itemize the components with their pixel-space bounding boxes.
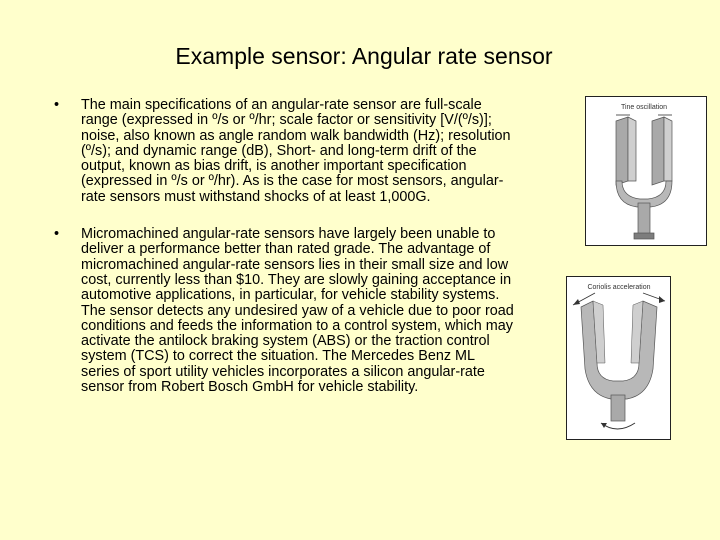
slide-title: Example sensor: Angular rate sensor <box>175 43 553 69</box>
coriolis-acceleration-figure <box>566 276 671 440</box>
coriolis-fork-shape <box>581 301 657 421</box>
coriolis-arrows <box>573 293 665 305</box>
bullet-text: Micromachined angular-rate sensors have largely been unable to deliver a performance better than rated grade. The advantage of micromachined angular-rate sensors lies in their small size and low cost, currently less than $10. They are slowly gaining acceptance in automotive applications, in particular, for vehicle stability systems. The sensor detects any undesired yaw of a vehicle due to poor road conditions and feeds the information to a control system, which may activate the antilock braking system (ABS) or the traction control system (TCS) to correct the situation. The Mercedes Benz ML series of sport utility vehicles incorporates a silicon angular-rate sensor from Robert Bosch GmbH for vehicle stability. <box>81 226 514 396</box>
tuning-fork-shape <box>616 117 672 239</box>
tine-oscillation-label: Tine oscillation <box>620 104 668 111</box>
tine-oscillation-figure <box>585 96 707 246</box>
bullet-marker: • <box>54 97 60 113</box>
bullet-list <box>54 98 514 395</box>
rotation-arrow <box>601 423 635 429</box>
coriolis-acceleration-label: Coriolis acceleration <box>587 284 651 291</box>
tuning-fork-diagram <box>586 97 706 245</box>
bullet-text: The main specifications of an angular-rate sensor are full-scale range (expressed in º/s or º/hr; scale factor or sensitivity [V/(º/s)]; noise, also known as angle random walk bandwidth (Hz); resolution (º/s); and dynamic range (dB), Short- and long-term drift of the output, known as bias drift, is another important specification (expressed in º/s or º/hr). As is the case for most sensors, angular-rate sensors must withstand shocks of at least 1,000G. <box>81 97 511 205</box>
coriolis-fork-diagram <box>567 277 670 439</box>
bullet-item <box>54 98 514 205</box>
bullet-item <box>54 227 514 395</box>
bullet-marker: • <box>54 226 60 243</box>
